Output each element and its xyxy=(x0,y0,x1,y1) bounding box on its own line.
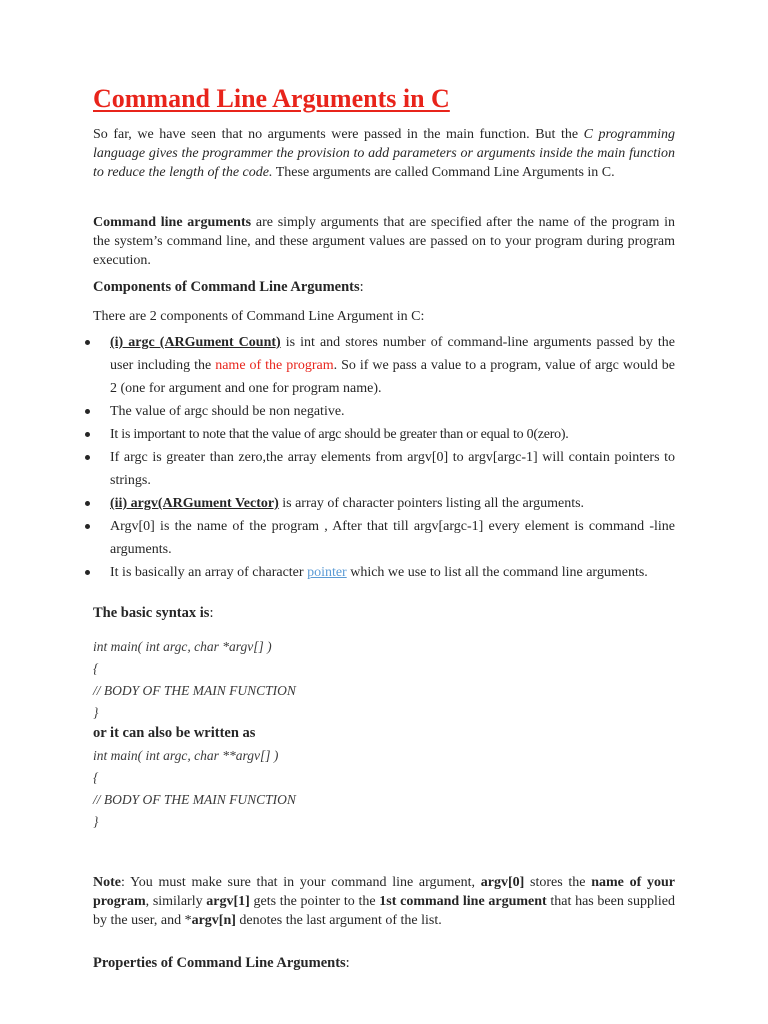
bullet-icon xyxy=(85,432,90,437)
bullet-text-2: which we use to list all the command line arguments. xyxy=(346,565,648,580)
syntax-heading-text: The basic syntax is xyxy=(93,605,210,621)
note-text: : You must make sure that in your command line argument, xyxy=(121,875,481,890)
argv-text: is array of character pointers listing all the arguments. xyxy=(278,496,585,511)
code-line: } xyxy=(93,705,99,720)
list-item xyxy=(93,446,675,492)
definition-text: are simply arguments that are specified after the name of the program in the system’s command line, and these argument values are passed on to your program during program execution. xyxy=(93,215,676,268)
properties-heading-colon: : xyxy=(345,955,350,971)
note-label: Note xyxy=(93,875,121,890)
syntax-heading xyxy=(93,605,675,622)
note-argv0: argv[0] xyxy=(480,875,525,890)
bullet-text: It is important to note that the value of argc should be greater than or equal to 0(zero). xyxy=(110,427,569,442)
pointer-link[interactable]: pointer xyxy=(307,565,347,580)
bullet-icon xyxy=(85,501,90,506)
program-name-highlight: name of the program xyxy=(215,358,334,373)
bullet-icon xyxy=(85,340,90,345)
code-line: // BODY OF THE MAIN FUNCTION xyxy=(93,792,296,807)
note-text: , similarly xyxy=(145,894,207,909)
code-line: } xyxy=(93,814,99,829)
intro-paragraph xyxy=(93,125,675,182)
code-line: int main( int argc, char *argv[] ) xyxy=(93,639,272,654)
definition-paragraph xyxy=(93,213,675,270)
properties-heading xyxy=(93,955,675,972)
list-item xyxy=(93,492,675,515)
list-item xyxy=(93,331,675,400)
bullet-text: If argc is greater than zero,the array elements from argv[0] to argv[argc-1] will contain pointers to strings. xyxy=(110,450,675,488)
note-text: denotes the last argument of the list. xyxy=(235,913,442,928)
bullet-icon xyxy=(85,524,90,529)
components-intro: There are 2 components of Command Line Argument in C: xyxy=(93,309,425,324)
argv-label: (ii) argv(ARGument Vector) xyxy=(110,496,279,511)
note-text: that has been supplied by the user, and * xyxy=(93,894,675,928)
bullet-text: The value of argc should be non negative. xyxy=(110,404,345,419)
bullet-icon xyxy=(85,570,90,575)
bullet-icon xyxy=(85,409,90,414)
intro-text-2: These arguments are called Command Line Arguments in C. xyxy=(272,165,615,180)
code-line: // BODY OF THE MAIN FUNCTION xyxy=(93,683,296,698)
components-list xyxy=(93,331,675,584)
bullet-text: Argv[0] is the name of the program , After that till argv[argc-1] every element is command -line arguments. xyxy=(110,519,675,557)
note-paragraph xyxy=(93,873,675,930)
code-line: int main( int argc, char **argv[] ) xyxy=(93,748,279,763)
note-argv1: argv[1] xyxy=(206,894,250,909)
intro-text-italic: C programming language gives the programmer the provision to add parameters or arguments inside the main function to reduce the length of the code. xyxy=(93,127,675,180)
list-item xyxy=(93,515,675,561)
bullet-text-1: It is basically an array of character xyxy=(110,565,308,580)
list-item xyxy=(93,400,675,423)
intro-text-1: So far, we have seen that no arguments were passed in the main function. But the xyxy=(93,127,584,142)
argc-text-1: is int and stores number of command-line arguments passed by the user including the xyxy=(110,335,676,373)
note-text: stores the xyxy=(524,875,592,890)
components-heading-colon: : xyxy=(359,279,364,295)
note-program-name: name of your program xyxy=(93,875,676,909)
syntax-heading-colon: : xyxy=(209,605,214,621)
page-title: Command Line Arguments in C xyxy=(93,84,450,113)
definition-term: Command line arguments xyxy=(93,215,252,230)
argc-label: (i) argc (ARGument Count) xyxy=(110,335,281,350)
note-argvn: argv[n] xyxy=(191,913,236,928)
bullet-icon xyxy=(85,455,90,460)
argc-text-2: . So if we pass a value to a program, value of argc would be 2 (one for argument and one for program name). xyxy=(110,358,675,396)
note-first-argument: 1st command line argument xyxy=(379,894,547,909)
code-line: { xyxy=(93,770,99,785)
alt-syntax-heading: or it can also be written as xyxy=(93,725,256,741)
properties-heading-text: Properties of Command Line Arguments xyxy=(93,955,346,971)
components-heading xyxy=(93,279,675,296)
list-item xyxy=(93,561,675,584)
list-item xyxy=(93,423,675,446)
note-text: gets the pointer to the xyxy=(249,894,380,909)
components-heading-text: Components of Command Line Arguments xyxy=(93,279,360,295)
code-line: { xyxy=(93,661,99,676)
